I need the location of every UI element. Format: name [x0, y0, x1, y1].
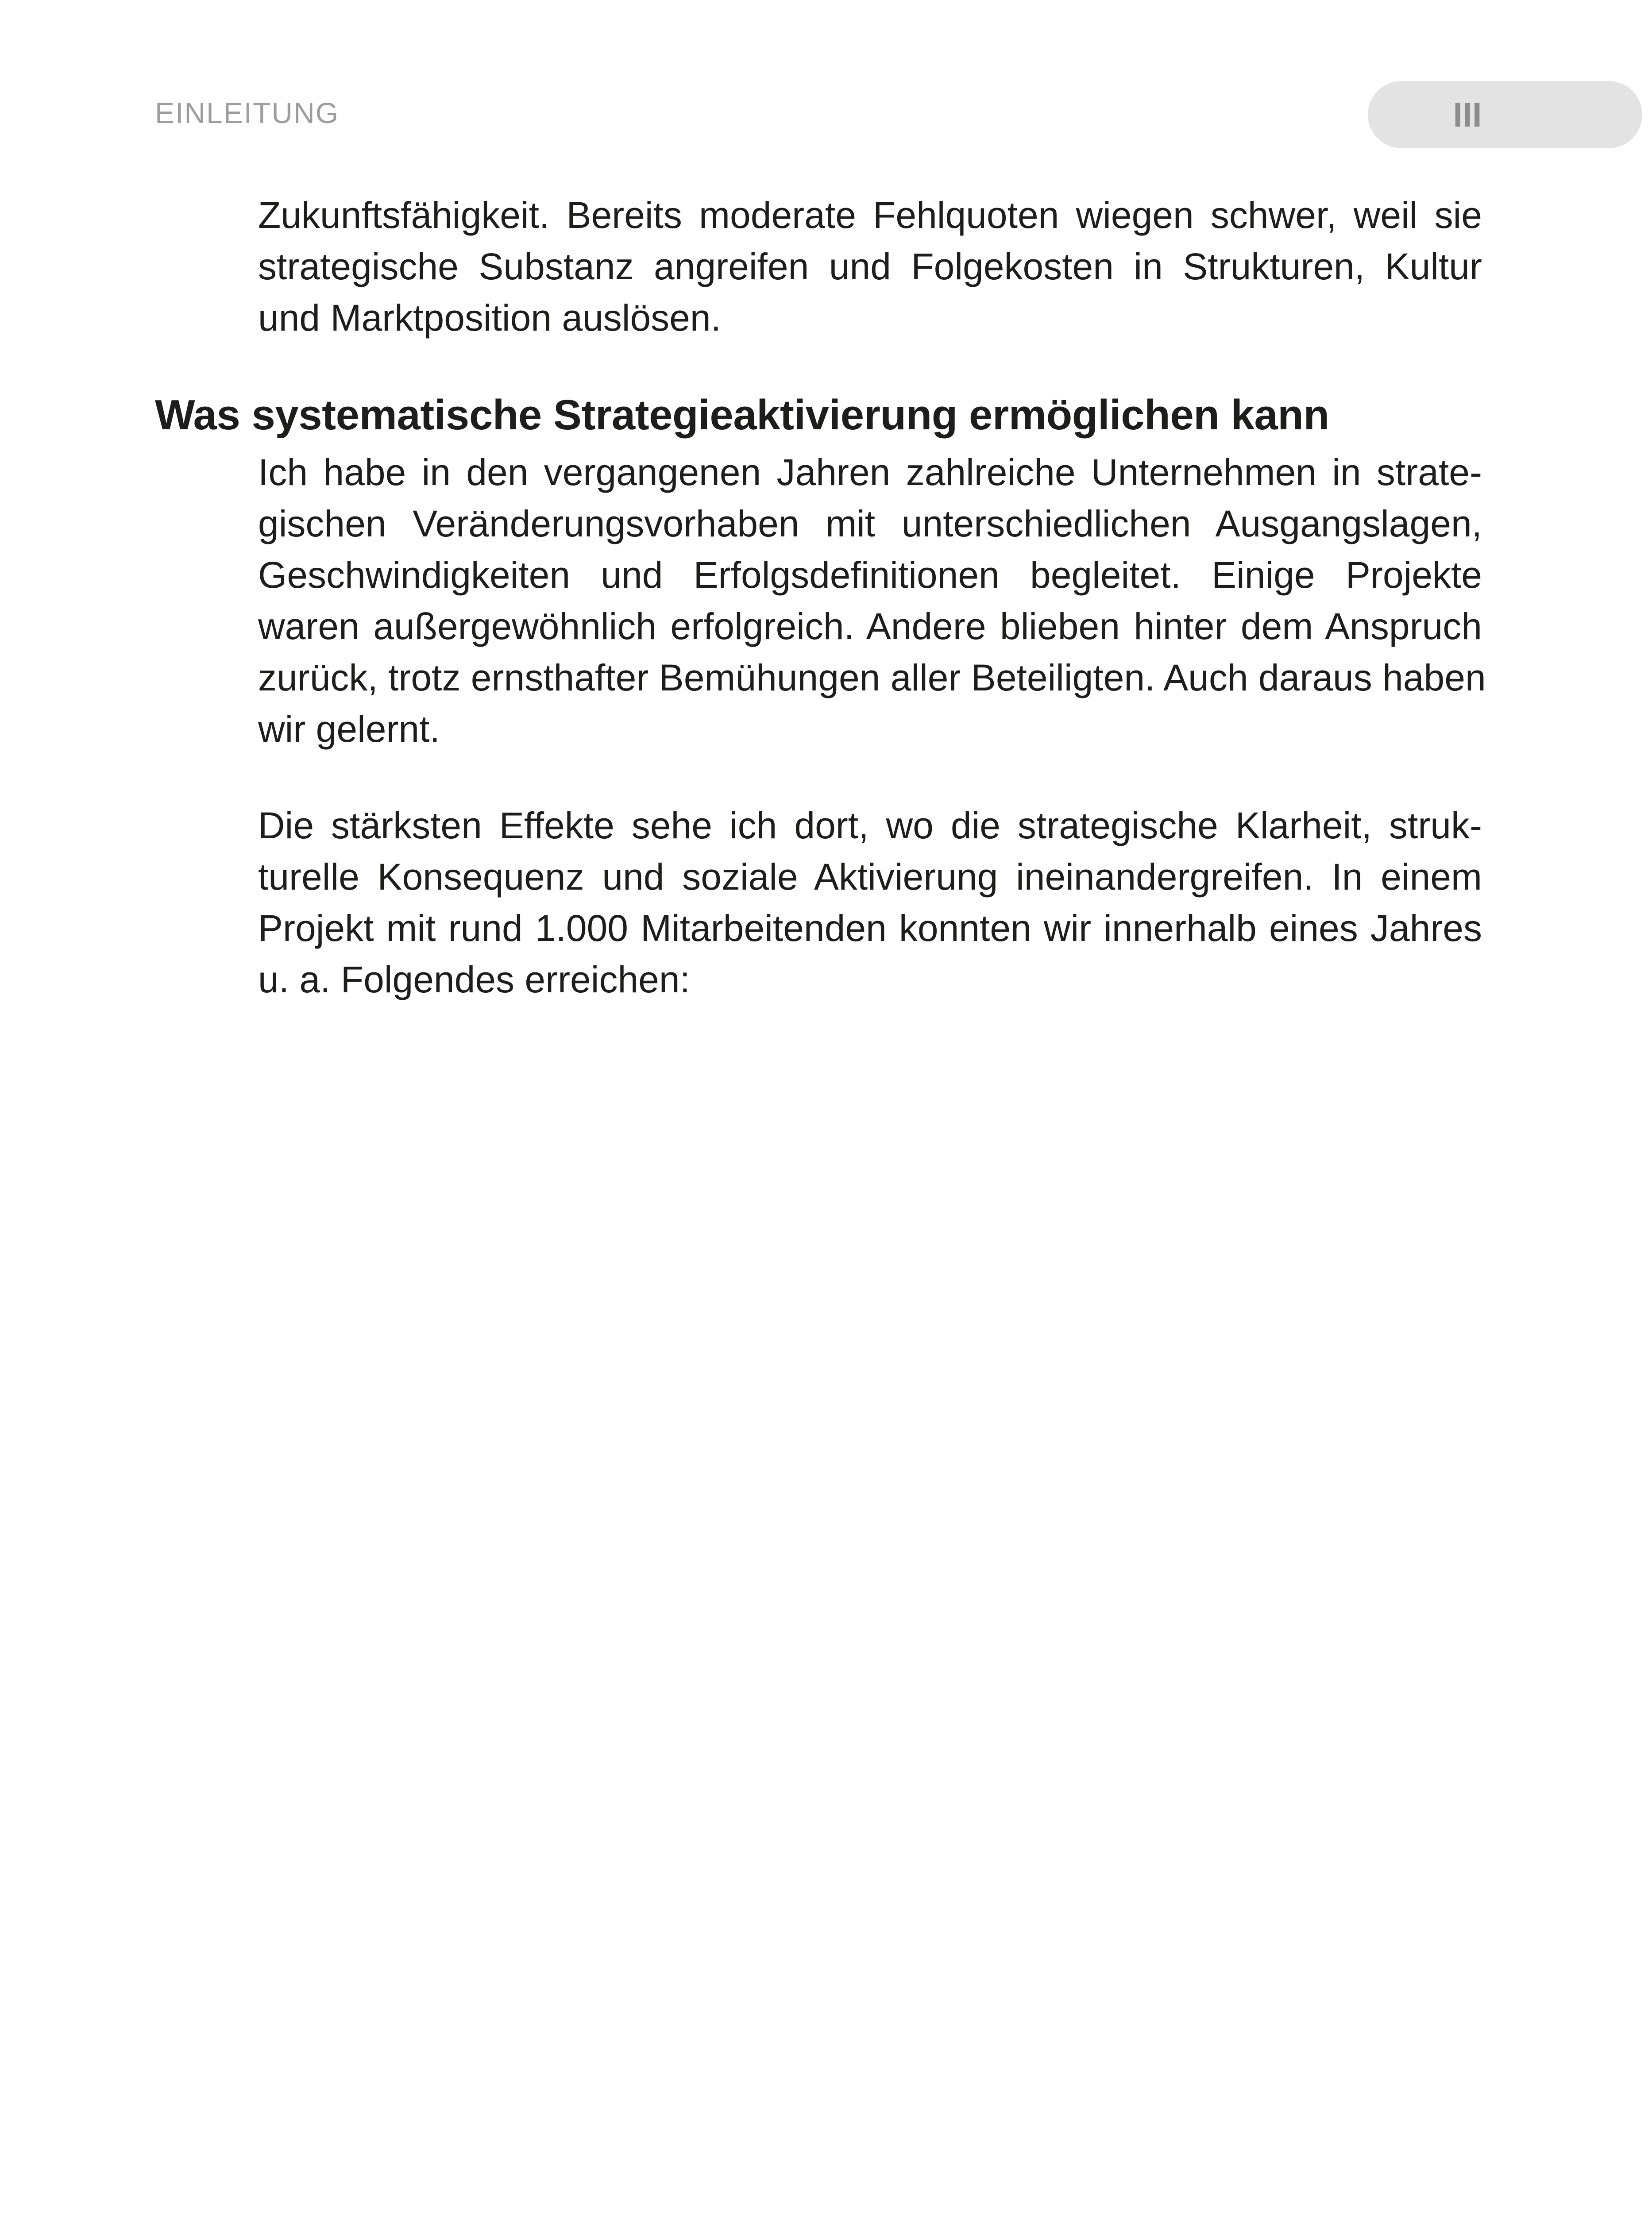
- text-line: Die stärksten Effekte sehe ich dort, wo die strategische Klarheit, struk-: [258, 805, 1482, 846]
- text-line: u. a. Folgendes erreichen:: [258, 959, 690, 1000]
- text-line: wir gelernt.: [258, 708, 440, 750]
- text-line: waren außergewöhnlich erfolgreich. Andere blieben hinter dem Anspruch: [258, 605, 1482, 647]
- paragraph-experience: [258, 447, 1486, 755]
- running-header: EINLEITUNG: [155, 96, 340, 129]
- text-line: gischen Veränderungsvorhaben mit unterschiedlichen Ausgangslagen,: [258, 503, 1482, 544]
- page-number-tab: [1368, 81, 1642, 148]
- text-line: Projekt mit rund 1.000 Mitarbeitenden konnten wir innerhalb eines Jahres: [258, 907, 1482, 949]
- text-line: Geschwindigkeiten und Erfolgsdefinitionen begleitet. Einige Projekte: [258, 554, 1482, 596]
- text-line: Zukunftsfähigkeit. Bereits moderate Fehlquoten wiegen schwer, weil sie: [258, 194, 1482, 236]
- paragraph-intro-continuation: [258, 189, 1482, 343]
- section-heading: Was systematische Strategieaktivierung ermöglichen kann: [155, 391, 1329, 439]
- paragraph-effects: [258, 800, 1482, 1005]
- page-number: III: [1453, 95, 1482, 134]
- text-line: und Marktposition auslösen.: [258, 297, 721, 339]
- text-line: strategische Substanz angreifen und Folgekosten in Strukturen, Kultur: [258, 246, 1482, 287]
- text-line: turelle Konsequenz und soziale Aktivierung ineinandergreifen. In einem: [258, 856, 1482, 898]
- text-line: Ich habe in den vergangenen Jahren zahlreiche Unternehmen in strate-: [258, 451, 1482, 493]
- text-line: zurück, trotz ernsthafter Bemühungen aller Beteiligten. Auch daraus haben: [258, 657, 1486, 698]
